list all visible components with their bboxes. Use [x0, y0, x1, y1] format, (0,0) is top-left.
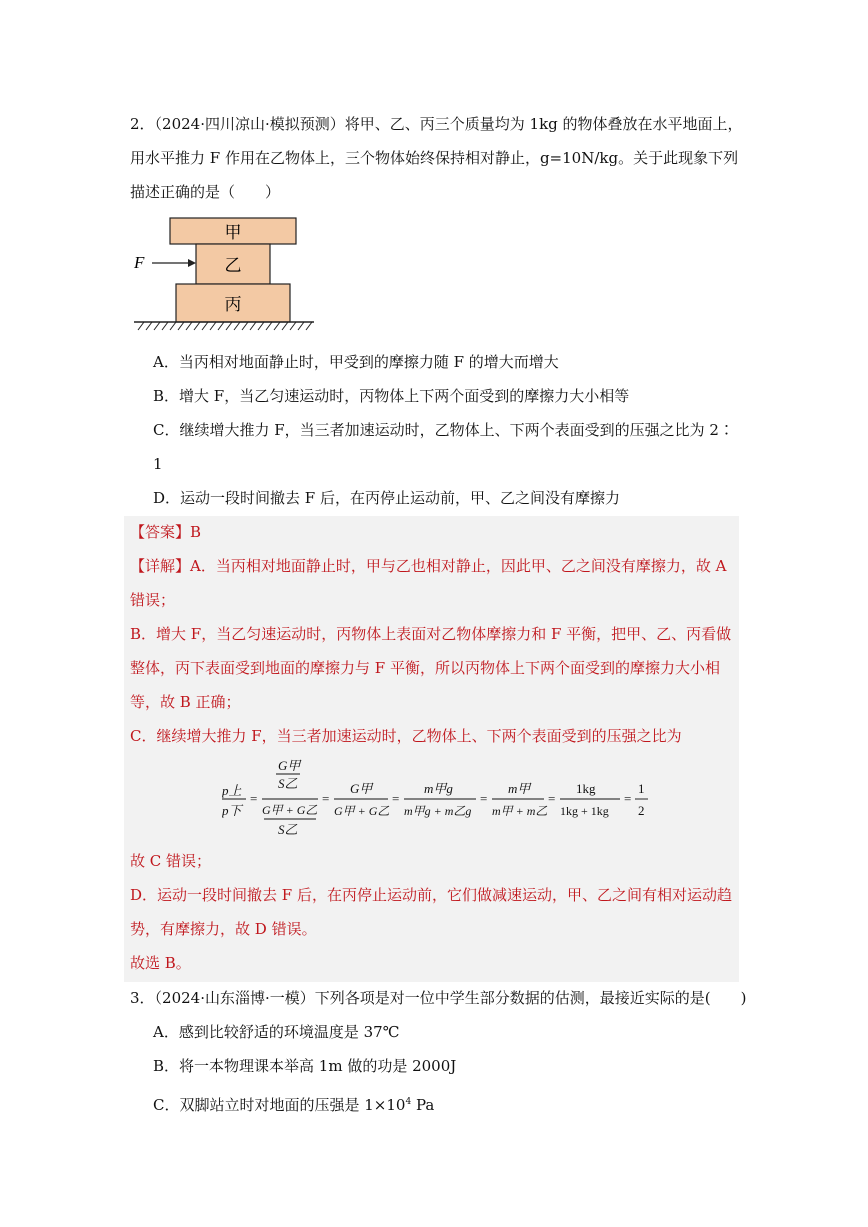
- detail-line-4: 整体，丙下表面受到地面的摩擦力与 F 平衡，所以丙物体上下两个面受到的摩擦力大小相: [130, 659, 720, 677]
- svg-text:=: =: [548, 791, 556, 806]
- svg-text:=: =: [624, 791, 632, 806]
- pressure-ratio-formula: [222, 758, 652, 840]
- q3-option-a: A．感到比较舒适的环境温度是 37℃: [153, 1023, 400, 1041]
- q2-option-d: D．运动一段时间撤去 F 后，在丙停止运动前，甲、乙之间没有摩擦力: [153, 489, 620, 507]
- answer-panel: [124, 516, 739, 982]
- detail-line-3: B．增大 F，当乙匀速运动时，丙物体上表面对乙物体摩擦力和 F 平衡，把甲、乙、丙看做: [130, 625, 732, 643]
- detail-line-6: C．继续增大推力 F，当三者加速运动时，乙物体上、下两个表面受到的压强之比为: [130, 727, 682, 745]
- svg-text:=: =: [250, 791, 258, 806]
- blocks-diagram: [130, 212, 320, 342]
- q2-stem-line2: 用水平推力 F 作用在乙物体上，三个物体始终保持相对静止，g=10N/kg。关于此现象下列: [130, 149, 739, 167]
- q3-option-c-suffix: Pa: [411, 1096, 435, 1114]
- formula-svg: [222, 758, 652, 840]
- q3-stem: 3．（2024·山东淄博·一模）下列各项是对一位中学生部分数据的估测，最接近实际的是( ): [130, 989, 747, 1007]
- formula-p-bottom: p下: [222, 803, 242, 818]
- q2-option-c-line1: C．继续增大推力 F，当三者加速运动时，乙物体上、下两个表面受到的压强之比为 2∶: [153, 421, 734, 439]
- detail-line-5: 等，故 B 正确；: [130, 693, 241, 711]
- block-bottom-label: 丙: [224, 295, 242, 315]
- detail-line-10: 故选 B。: [130, 954, 191, 972]
- force-label: F: [134, 253, 145, 272]
- svg-text:=: =: [392, 791, 400, 806]
- q3-option-c-prefix: C．双脚站立时对地面的压强是 1×10: [153, 1096, 406, 1114]
- formula-eq4-num: m甲: [508, 781, 531, 796]
- formula-eq5-den: 1kg + 1kg: [560, 804, 609, 818]
- block-top-label: 甲: [224, 223, 242, 243]
- q3-option-b: B．将一本物理课本举高 1m 做的功是 2000J: [153, 1057, 457, 1075]
- formula-eq3-num: m甲g: [424, 781, 453, 796]
- detail-line-9: 势，有摩擦力，故 D 错误。: [130, 920, 317, 938]
- ground-hatching: [138, 322, 312, 330]
- force-arrowhead: [188, 259, 196, 267]
- formula-eq2-den: G甲 + G乙: [334, 804, 390, 818]
- formula-s-yi-2: S乙: [278, 822, 298, 837]
- q2-stem-line1: 2．（2024·四川凉山·模拟预测）将甲、乙、丙三个质量均为 1kg 的物体叠放在水平地面上，: [130, 115, 743, 133]
- block-middle-label: 乙: [224, 256, 242, 276]
- formula-eq3-den: m甲g + m乙g: [404, 804, 472, 818]
- formula-eq4-den: m甲 + m乙: [492, 804, 548, 818]
- q3-option-c: [153, 1092, 434, 1115]
- svg-text:=: =: [322, 791, 330, 806]
- detail-line-8: D．运动一段时间撤去 F 后，在丙停止运动前，它们做减速运动，甲、乙之间有相对运动趋: [130, 886, 732, 904]
- q2-option-b: B．增大 F，当乙匀速运动时，丙物体上下两个面受到的摩擦力大小相等: [153, 387, 630, 405]
- formula-g-sum: G甲 + G乙: [262, 803, 318, 817]
- formula-eq6-num: 1: [638, 781, 645, 796]
- detail-line-7: 故 C 错误；: [130, 852, 212, 870]
- detail-line-2: 错误；: [130, 591, 176, 609]
- q2-stem-line3: 描述正确的是（ ）: [130, 183, 281, 201]
- svg-text:=: =: [480, 791, 488, 806]
- answer-line: 【答案】B: [130, 523, 202, 541]
- detail-line-1: 【详解】A．当丙相对地面静止时，甲与乙也相对静止，因此甲、乙之间没有摩擦力，故 A: [130, 557, 727, 575]
- q2-option-a: A．当丙相对地面静止时，甲受到的摩擦力随 F 的增大而增大: [153, 353, 559, 371]
- formula-eq5-num: 1kg: [576, 781, 596, 796]
- stacked-blocks-figure: [130, 212, 320, 342]
- formula-eq6-den: 2: [638, 803, 645, 818]
- formula-g-jia: G甲: [278, 758, 301, 773]
- q2-option-c-line2: 1: [153, 455, 163, 473]
- formula-eq2-num: G甲: [350, 781, 373, 796]
- formula-p-top: p上: [222, 783, 242, 798]
- formula-s-yi-1: S乙: [278, 776, 298, 791]
- q3-option-c-exponent: 4: [405, 1097, 412, 1107]
